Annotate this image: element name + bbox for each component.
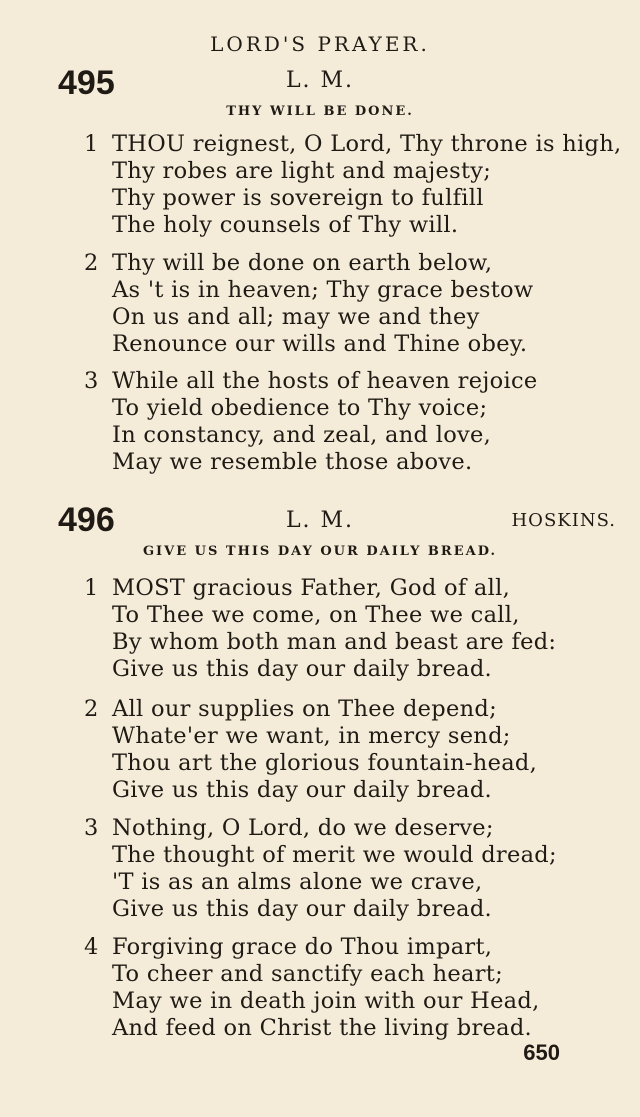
stanza-line: To Thee we come, on Thee we call,: [112, 602, 520, 628]
line-text: Forgiving grace do Thou impart,: [112, 934, 493, 960]
verse-number: 2: [84, 696, 99, 722]
line-text: Thy will be done on earth below,: [112, 250, 493, 276]
stanza-line: The holy counsels of Thy will.: [112, 212, 459, 238]
stanza-line: By whom both man and beast are fed:: [112, 629, 557, 655]
stanza-line: 'T is as an alms alone we crave,: [112, 869, 483, 895]
stanza-line: To cheer and sanctify each heart;: [112, 961, 504, 987]
line-text: All our supplies on Thee depend;: [112, 696, 497, 722]
stanza-line: And feed on Christ the living bread.: [112, 1015, 532, 1041]
hymn-number: 496: [58, 501, 115, 539]
stanza-line: Thy robes are light and majesty;: [112, 158, 492, 184]
stanza: [84, 131, 624, 239]
stanza-line: In constancy, and zeal, and love,: [112, 422, 492, 448]
tune-name: HOSKINS.: [511, 510, 616, 531]
page-number: 650: [523, 1040, 560, 1065]
stanza-line: The thought of merit we would dread;: [112, 842, 557, 868]
hymn-number: 495: [58, 64, 115, 102]
stanza-line: [84, 368, 624, 395]
stanza-line: [84, 131, 624, 158]
stanza: [84, 934, 624, 1042]
stanza: [84, 696, 624, 804]
verse-number: 1: [84, 131, 99, 157]
stanza-line: On us and all; may we and they: [112, 304, 480, 330]
stanza: [84, 815, 624, 923]
stanza-line: [84, 250, 624, 277]
stanza: [84, 368, 624, 476]
verse-number: 3: [84, 815, 99, 841]
stanza-line: Give us this day our daily bread.: [112, 777, 493, 803]
verse-number: 4: [84, 934, 99, 960]
verse-number: 3: [84, 368, 99, 394]
stanza-line: Whate'er we want, in mercy send;: [112, 723, 511, 749]
line-text: While all the hosts of heaven rejoice: [112, 368, 538, 394]
stanza-line: Give us this day our daily bread.: [112, 656, 493, 682]
verse-number: 2: [84, 250, 99, 276]
stanza-line: [84, 815, 624, 842]
stanza-line: Thy power is sovereign to fulfill: [112, 185, 484, 211]
hymn-meter: L. M.: [285, 68, 355, 93]
stanza-line: May we in death join with our Head,: [112, 988, 540, 1014]
stanza-line: To yield obedience to Thy voice;: [112, 395, 488, 421]
stanza-line: May we resemble those above.: [112, 449, 473, 475]
stanza-line: Renounce our wills and Thine obey.: [112, 331, 528, 357]
stanza-line: As 't is in heaven; Thy grace bestow: [112, 277, 534, 303]
stanza-line: Thou art the glorious fountain-head,: [112, 750, 538, 776]
verse-number: 1: [84, 575, 99, 601]
hymn-title: GIVE US THIS DAY OUR DAILY BREAD.: [142, 544, 498, 559]
stanza-line: [84, 934, 624, 961]
hymn-meter: L. M.: [285, 508, 355, 533]
line-text: Nothing, O Lord, do we deserve;: [112, 815, 494, 841]
stanza-line: Give us this day our daily bread.: [112, 896, 493, 922]
hymn-title: THY WILL BE DONE.: [226, 104, 414, 119]
stanza: [84, 250, 624, 358]
stanza: [84, 575, 624, 683]
line-text: MOST gracious Father, God of all,: [112, 575, 511, 601]
stanza-line: [84, 696, 624, 723]
running-head: LORD'S PRAYER.: [210, 32, 430, 56]
line-text: THOU reignest, O Lord, Thy throne is high,: [112, 131, 622, 157]
stanza-line: [84, 575, 624, 602]
